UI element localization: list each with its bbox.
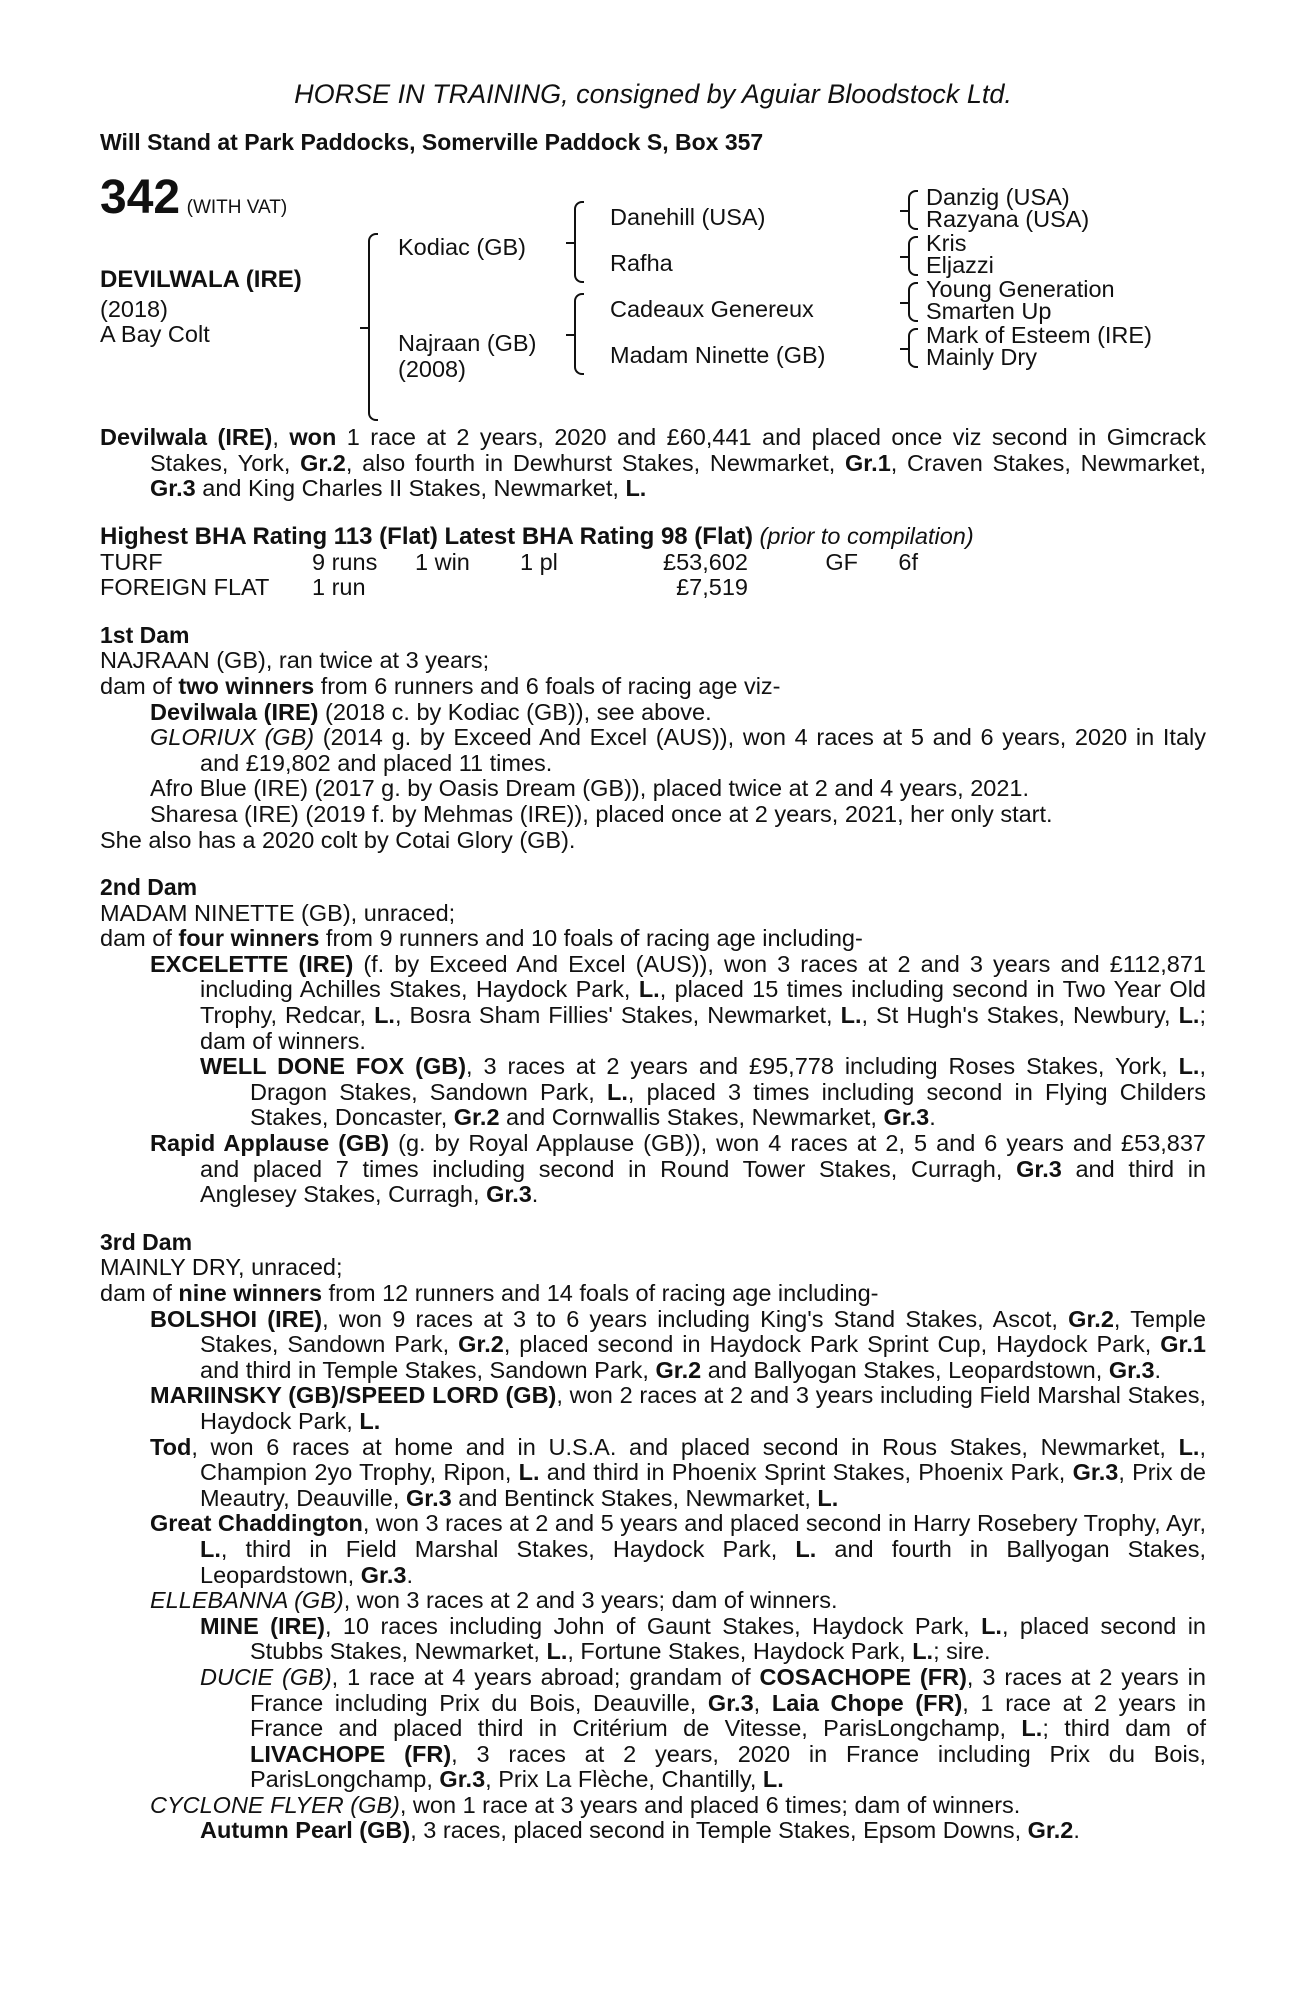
pedigree-block — [100, 171, 1206, 415]
sire-sire: Danehill (USA) — [610, 204, 766, 231]
ped-sds: Kris — [926, 230, 967, 257]
third-dam-section — [100, 1230, 1206, 1844]
bracket-gen1 — [368, 233, 378, 421]
second-dam-grandproduce-1: WELL DONE FOX (GB), 3 races at 2 years and £95,778 including Roses Stakes, York, L., Dragon Stakes, Sandown Park, L., placed 3 times including second in Flying Childers Stakes, Doncaster, Gr.2 and Cornwallis Stakes, Newmarket, Gr.3. — [200, 1053, 1206, 1131]
lot-vat: (WITH VAT) — [186, 197, 288, 219]
ped-dss: Young Generation — [926, 276, 1115, 303]
second-dam-produce-2: Rapid Applause (GB) (g. by Royal Applause (GB)), won 4 races at 2, 5 and 6 years and £53,837 and placed 7 times including second in Round Tower Stakes, Curragh, Gr.3 and third in Anglesey Stakes, Curragh, Gr.3. — [150, 1130, 1207, 1208]
rating-section — [100, 524, 1206, 601]
first-dam-title: 1st Dam — [100, 621, 190, 648]
third-dam-summary: dam of nine winners from 12 runners and 14 foals of racing age including- — [100, 1280, 879, 1306]
sire-dam: Rafha — [610, 250, 673, 277]
first-dam-produce-5: She also has a 2020 colt by Cotai Glory (GB). — [100, 826, 576, 853]
ped-sdd: Eljazzi — [926, 252, 994, 279]
dam-year: (2008) — [398, 356, 466, 383]
second-dam-section — [100, 875, 1206, 1208]
catalogue-page — [100, 79, 1207, 1844]
horse-year: (2018) — [100, 295, 168, 322]
first-dam-produce-2: GLORIUX (GB) (2014 g. by Exceed And Excel (AUS)), won 4 races at 5 and 6 years, 2020 in Italy and £19,802 and placed 11 times. — [150, 724, 1206, 776]
bracket-dam-line — [574, 293, 584, 375]
third-dam-title: 3rd Dam — [100, 1228, 193, 1255]
lot-number: 342 — [100, 171, 181, 225]
third-dam-produce-bolshoi: BOLSHOI (IRE), won 9 races at 3 to 6 years including King's Stand Stakes, Ascot, Gr.2, Temple Stakes, Sandown Park, Gr.2, placed second in Haydock Park Sprint Cup, Haydock Park, Gr.1 and third in Temple Stakes, Sandown Park, Gr.2 and Ballyogan Stakes, Leopardstown, Gr.3. — [150, 1305, 1206, 1383]
first-dam-produce-1: Devilwala (IRE) (2018 c. by Kodiac (GB)), see above. — [150, 698, 712, 725]
third-dam-grandproduce-autumn: Autumn Pearl (GB), 3 races, placed second in Temple Stakes, Epsom Downs, Gr.2. — [200, 1817, 1080, 1844]
third-dam-produce-ellebanna: ELLEBANNA (GB), won 3 races at 2 and 3 years; dam of winners. — [150, 1587, 838, 1614]
first-dam-line: NAJRAAN (GB), ran twice at 3 years; — [100, 647, 490, 674]
first-dam-section — [100, 623, 1206, 853]
ped-dds: Mark of Esteem (IRE) — [926, 322, 1152, 349]
race-summary: Devilwala (IRE), won 1 race at 2 years, 2020 and £60,441 and placed once viz second in Gimcrack Stakes, York, Gr.2, also fourth in Dewhurst Stakes, Newmarket, Gr.1, Craven Stakes, Newmarket, Gr.3 and King Charles II Stakes, Newmarket, L. — [100, 424, 1207, 502]
horse-info — [100, 267, 302, 348]
bracket-sire-line — [574, 201, 584, 283]
first-dam-summary: dam of two winners from 6 runners and 6 foals of racing age viz- — [100, 672, 781, 699]
horse-name: DEVILWALA (IRE) — [100, 266, 302, 294]
third-dam-produce-mariinsky: MARIINSKY (GB)/SPEED LORD (GB), won 2 races at 2 and 3 years including Field Marshal Stakes, Haydock Park, L. — [150, 1382, 1206, 1434]
first-dam-produce-4: Sharesa (IRE) (2019 f. by Mehmas (IRE)), placed once at 2 years, 2021, her only start. — [150, 800, 1053, 827]
second-dam-summary: dam of four winners from 9 runners and 10 foals of racing age including- — [100, 925, 863, 952]
third-dam-produce-chaddington: Great Chaddington, won 3 races at 2 and 5 years and placed second in Harry Rosebery Trophy, Ayr, L., third in Field Marshal Stakes, Haydock Park, L. and fourth in Ballyogan Stakes, Leopardstown, Gr.3. — [150, 1510, 1207, 1588]
third-dam-line: MAINLY DRY, unraced; — [100, 1254, 343, 1281]
ped-dsd: Smarten Up — [926, 298, 1052, 325]
first-dam-produce-3: Afro Blue (IRE) (2017 g. by Oasis Dream (GB)), placed twice at 2 and 4 years, 2021. — [150, 775, 1030, 802]
consignor-line: HORSE IN TRAINING, consigned by Aguiar Bloodstock Ltd. — [294, 79, 1012, 109]
record-row-turf: TURF 9 runs 1 win 1 pl £53,602 GF 6f — [100, 548, 918, 575]
horse-sex: A Bay Colt — [100, 321, 210, 348]
ped-sss: Danzig (USA) — [926, 184, 1070, 211]
third-dam-grandproduce-ducie: DUCIE (GB), 1 race at 4 years abroad; grandam of COSACHOPE (FR), 3 races at 2 years in France including Prix du Bois, Deauville, Gr.3, Laia Chope (FR), 1 race at 2 years in France and placed third in Critérium de Vitesse, ParisLongchamp, L.; third dam of LIVACHOPE (FR), 3 races at 2 years, 2020 in France including Prix du Bois, ParisLongchamp, Gr.3, Prix La Flèche, Chantilly, L. — [200, 1663, 1207, 1793]
second-dam-line: MADAM NINETTE (GB), unraced; — [100, 899, 456, 926]
third-dam-grandproduce-mine: MINE (IRE), 10 races including John of Gaunt Stakes, Haydock Park, L., placed second in Stubbs Stakes, Newmarket, L., Fortune Stakes, Haydock Park, L.; sire. — [200, 1612, 1207, 1665]
bracket-g3-1 — [908, 190, 918, 230]
bracket-g3-2 — [908, 236, 918, 276]
lot-heading — [100, 171, 288, 225]
bracket-g3-4 — [908, 328, 918, 368]
ped-ssd: Razyana (USA) — [926, 206, 1090, 233]
rating-line: Highest BHA Rating 113 (Flat) Latest BHA Rating 98 (Flat) (prior to compilation) — [100, 522, 974, 550]
dam-dam: Madam Ninette (GB) — [610, 342, 826, 369]
third-dam-produce-cyclone: CYCLONE FLYER (GB), won 1 race at 3 years and placed 6 times; dam of winners. — [150, 1791, 1021, 1818]
sire: Kodiac (GB) — [398, 234, 526, 261]
record-row-foreign: FOREIGN FLAT 1 run £7,519 — [100, 574, 748, 601]
second-dam-title: 2nd Dam — [100, 874, 198, 901]
stand-line: Will Stand at Park Paddocks, Somerville Paddock S, Box 357 — [100, 128, 764, 155]
dam-sire: Cadeaux Genereux — [610, 296, 814, 323]
second-dam-produce-1: EXCELETTE (IRE) (f. by Exceed And Excel (AUS)), won 3 races at 2 and 3 years and £112,871 including Achilles Stakes, Haydock Park, L., placed 15 times including second in Two Year Old Trophy, Redcar, L., Bosra Sham Fillies' Stakes, Newmarket, L., St Hugh's Stakes, Newbury, L.; dam of winners. — [150, 950, 1206, 1054]
dam: Najraan (GB) — [398, 330, 537, 357]
third-dam-produce-tod: Tod, won 6 races at home and in U.S.A. and placed second in Rous Stakes, Newmarket, L., Champion 2yo Trophy, Ripon, L. and third in Phoenix Sprint Stakes, Phoenix Park, Gr.3, Prix de Meautry, Deauville, Gr.3 and Bentinck Stakes, Newmarket, L. — [150, 1433, 1206, 1511]
bracket-g3-3 — [908, 282, 918, 322]
ped-ddd: Mainly Dry — [926, 344, 1037, 371]
